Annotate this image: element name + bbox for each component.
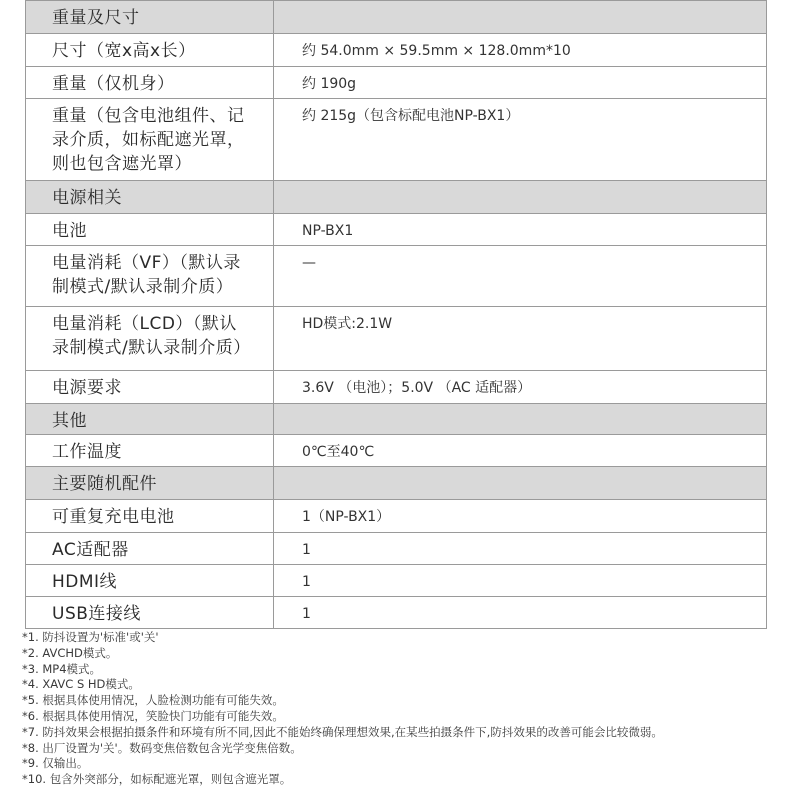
section-title: 主要随机配件 <box>52 474 157 494</box>
section-row-other <box>26 404 767 435</box>
spec-label: 电池 <box>52 221 87 241</box>
spec-row-battery <box>26 214 767 246</box>
spec-label: 重量（仅机身） <box>52 74 175 94</box>
spec-value: 约 215g（包含标配电池NP-BX1） <box>302 108 520 124</box>
section-title: 重量及尺寸 <box>52 8 140 28</box>
spec-label: 尺寸（宽x高x长） <box>52 41 196 61</box>
section-title: 电源相关 <box>52 188 122 208</box>
spec-row-consumption-vf <box>26 246 767 307</box>
spec-row-acc-hdmi <box>26 565 767 597</box>
spec-label: 工作温度 <box>52 442 122 462</box>
spec-row-acc-adapter <box>26 533 767 565</box>
spec-value: 0℃至40℃ <box>302 444 375 460</box>
spec-value: 1 <box>302 574 311 590</box>
spec-row-consumption-lcd <box>26 307 767 371</box>
footnotes <box>22 630 786 788</box>
section-row-accessories <box>26 467 767 500</box>
spec-row-weight-body <box>26 67 767 99</box>
spec-row-temp <box>26 435 767 467</box>
spec-row-acc-usb <box>26 597 767 629</box>
section-row-power <box>26 181 767 214</box>
footnote: *6. 根据具体使用情况，笑脸快门功能有可能失效。 <box>22 708 284 723</box>
spec-value: 1 <box>302 606 311 622</box>
spec-value: 约 54.0mm × 59.5mm × 128.0mm*10 <box>302 43 571 59</box>
spec-row-size <box>26 34 767 67</box>
spec-label: 电源要求 <box>52 378 122 398</box>
spec-value: 1（NP-BX1） <box>302 509 391 525</box>
spec-value: HD模式:2.1W <box>302 316 393 332</box>
spec-row-acc-battery <box>26 500 767 533</box>
spec-row-weight-full <box>26 99 767 181</box>
footnote: *5. 根据具体使用情况，人脸检测功能有可能失效。 <box>22 693 284 708</box>
spec-label: HDMI线 <box>52 572 118 592</box>
footnote: *2. AVCHD模式。 <box>22 645 118 660</box>
spec-value: — <box>302 255 316 271</box>
footnote: *4. XAVC S HD模式。 <box>22 677 140 692</box>
footnote: *1. 防抖设置为'标准'或'关' <box>22 630 159 644</box>
spec-label: USB连接线 <box>52 604 141 624</box>
section-title: 其他 <box>52 411 87 431</box>
spec-value: NP-BX1 <box>302 223 354 239</box>
spec-value: 1 <box>302 542 311 558</box>
footnote: *10. 包含外突部分，如标配遮光罩，则包含遮光罩。 <box>22 772 292 787</box>
spec-label: 电量消耗（LCD）（默认录制模式/默认录制介质） <box>52 314 251 358</box>
footnote: *9. 仅输出。 <box>22 756 89 771</box>
spec-label: 可重复充电电池 <box>52 507 175 527</box>
footnote: *3. MP4模式。 <box>22 661 102 676</box>
footnote: *7. 防抖效果会根据拍摄条件和环境有所不同,因此不能始终确保理想效果,在某些拍摄条件下,防抖效果的改善可能会比较微弱。 <box>22 724 663 739</box>
spec-table <box>25 0 767 629</box>
spec-value: 约 190g <box>302 76 357 92</box>
spec-label: 重量（包含电池组件、记录介质，如标配遮光罩，则也包含遮光罩） <box>52 106 245 174</box>
footnote: *8. 出厂设置为'关'。数码变焦倍数包含光学变焦倍数。 <box>22 740 302 755</box>
spec-value: 3.6V （电池）；5.0V （AC 适配器） <box>302 380 532 396</box>
spec-label: AC适配器 <box>52 540 129 560</box>
spec-row-power-req <box>26 371 767 404</box>
section-row-weight-size <box>26 1 767 34</box>
spec-label: 电量消耗（VF）（默认录制模式/默认录制介质） <box>52 253 241 297</box>
